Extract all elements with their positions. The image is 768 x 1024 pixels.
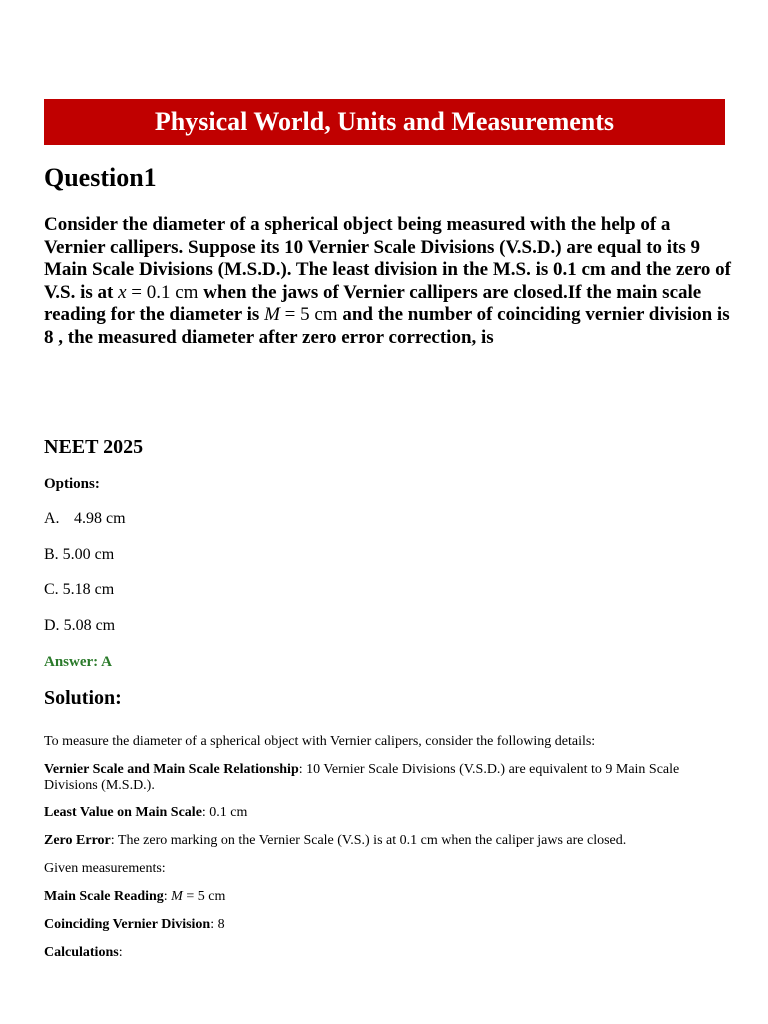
option-d[interactable] [44, 617, 115, 635]
solution-intro: To measure the diameter of a spherical object with Vernier calipers, consider the following details: [44, 734, 596, 749]
question-text-part-1: Consider the diameter of a spherical object being measured with the help of a Vernier callipers. Suppose its 10 Vernier Scale Divisions (V.S.D.) are equal to its 9 Main Scale Divisions (M.S.D.). The least division in the M.S. is 0.1 cm and the zero of V.S. is at [44, 214, 732, 303]
cvd-label: Coinciding Vernier Division [44, 917, 211, 932]
option-d-letter: D. [44, 617, 60, 634]
question-title: Question1 [44, 163, 157, 192]
question-text-part-2: when the jaws of Vernier callipers are closed.If the main scale reading for the diameter is [44, 281, 702, 326]
solution-zero-error [44, 833, 724, 849]
solution-main-scale-reading: Main Scale Reading: M = 5 cm [44, 889, 226, 904]
solution-least-value [44, 805, 724, 821]
exam-label: NEET 2025 [44, 436, 144, 458]
msr-math: M = 5 cm [171, 889, 226, 904]
options-heading: Options: [44, 476, 100, 492]
msr-label: Main Scale Reading [44, 889, 164, 904]
answer-label: Answer: A [44, 654, 112, 670]
option-c-value: 5.18 cm [62, 581, 115, 598]
option-a-value: 4.98 cm [74, 510, 126, 527]
relationship-label: Vernier Scale and Main Scale Relationship [44, 762, 299, 777]
option-c[interactable] [44, 581, 114, 599]
solution-title: Solution: [44, 687, 122, 709]
least-value-label: Least Value on Main Scale [44, 805, 202, 820]
option-b-value: 5.00 cm [62, 546, 115, 563]
cvd-text: : 8 [210, 917, 225, 932]
math-zero-position: x = 0.1 cm [118, 281, 199, 303]
option-b[interactable] [44, 546, 114, 564]
least-value-text: : 0.1 cm [201, 805, 248, 820]
option-a[interactable] [44, 510, 126, 528]
math-main-scale-reading: M = 5 cm [264, 304, 338, 326]
option-d-value: 5.08 cm [63, 617, 116, 634]
relationship-text: : 10 Vernier Scale Divisions (V.S.D.) are equivalent to 9 Main Scale Divisions (M.S.D.). [44, 762, 680, 793]
solution-calculations: Calculations: [44, 945, 123, 960]
zero-error-label: Zero Error [44, 833, 111, 848]
question-text [44, 214, 734, 350]
option-a-letter: A. [44, 510, 60, 527]
zero-error-text: : The zero marking on the Vernier Scale (V.S.) is at 0.1 cm when the caliper jaws are closed. [110, 833, 627, 848]
calculations-label: Calculations [44, 945, 119, 960]
solution-given: Given measurements: [44, 861, 166, 876]
solution-relationship [44, 762, 724, 793]
chapter-title: Physical World, Units and Measurements [154, 107, 615, 136]
option-c-letter: C. [44, 581, 59, 598]
chapter-title-banner [44, 99, 725, 145]
solution-coinciding-division [44, 917, 724, 933]
option-b-letter: B. [44, 546, 59, 563]
question-text-part-3: and the number of coinciding vernier division is 8 , the measured diameter after zero error correction, is [44, 304, 730, 348]
